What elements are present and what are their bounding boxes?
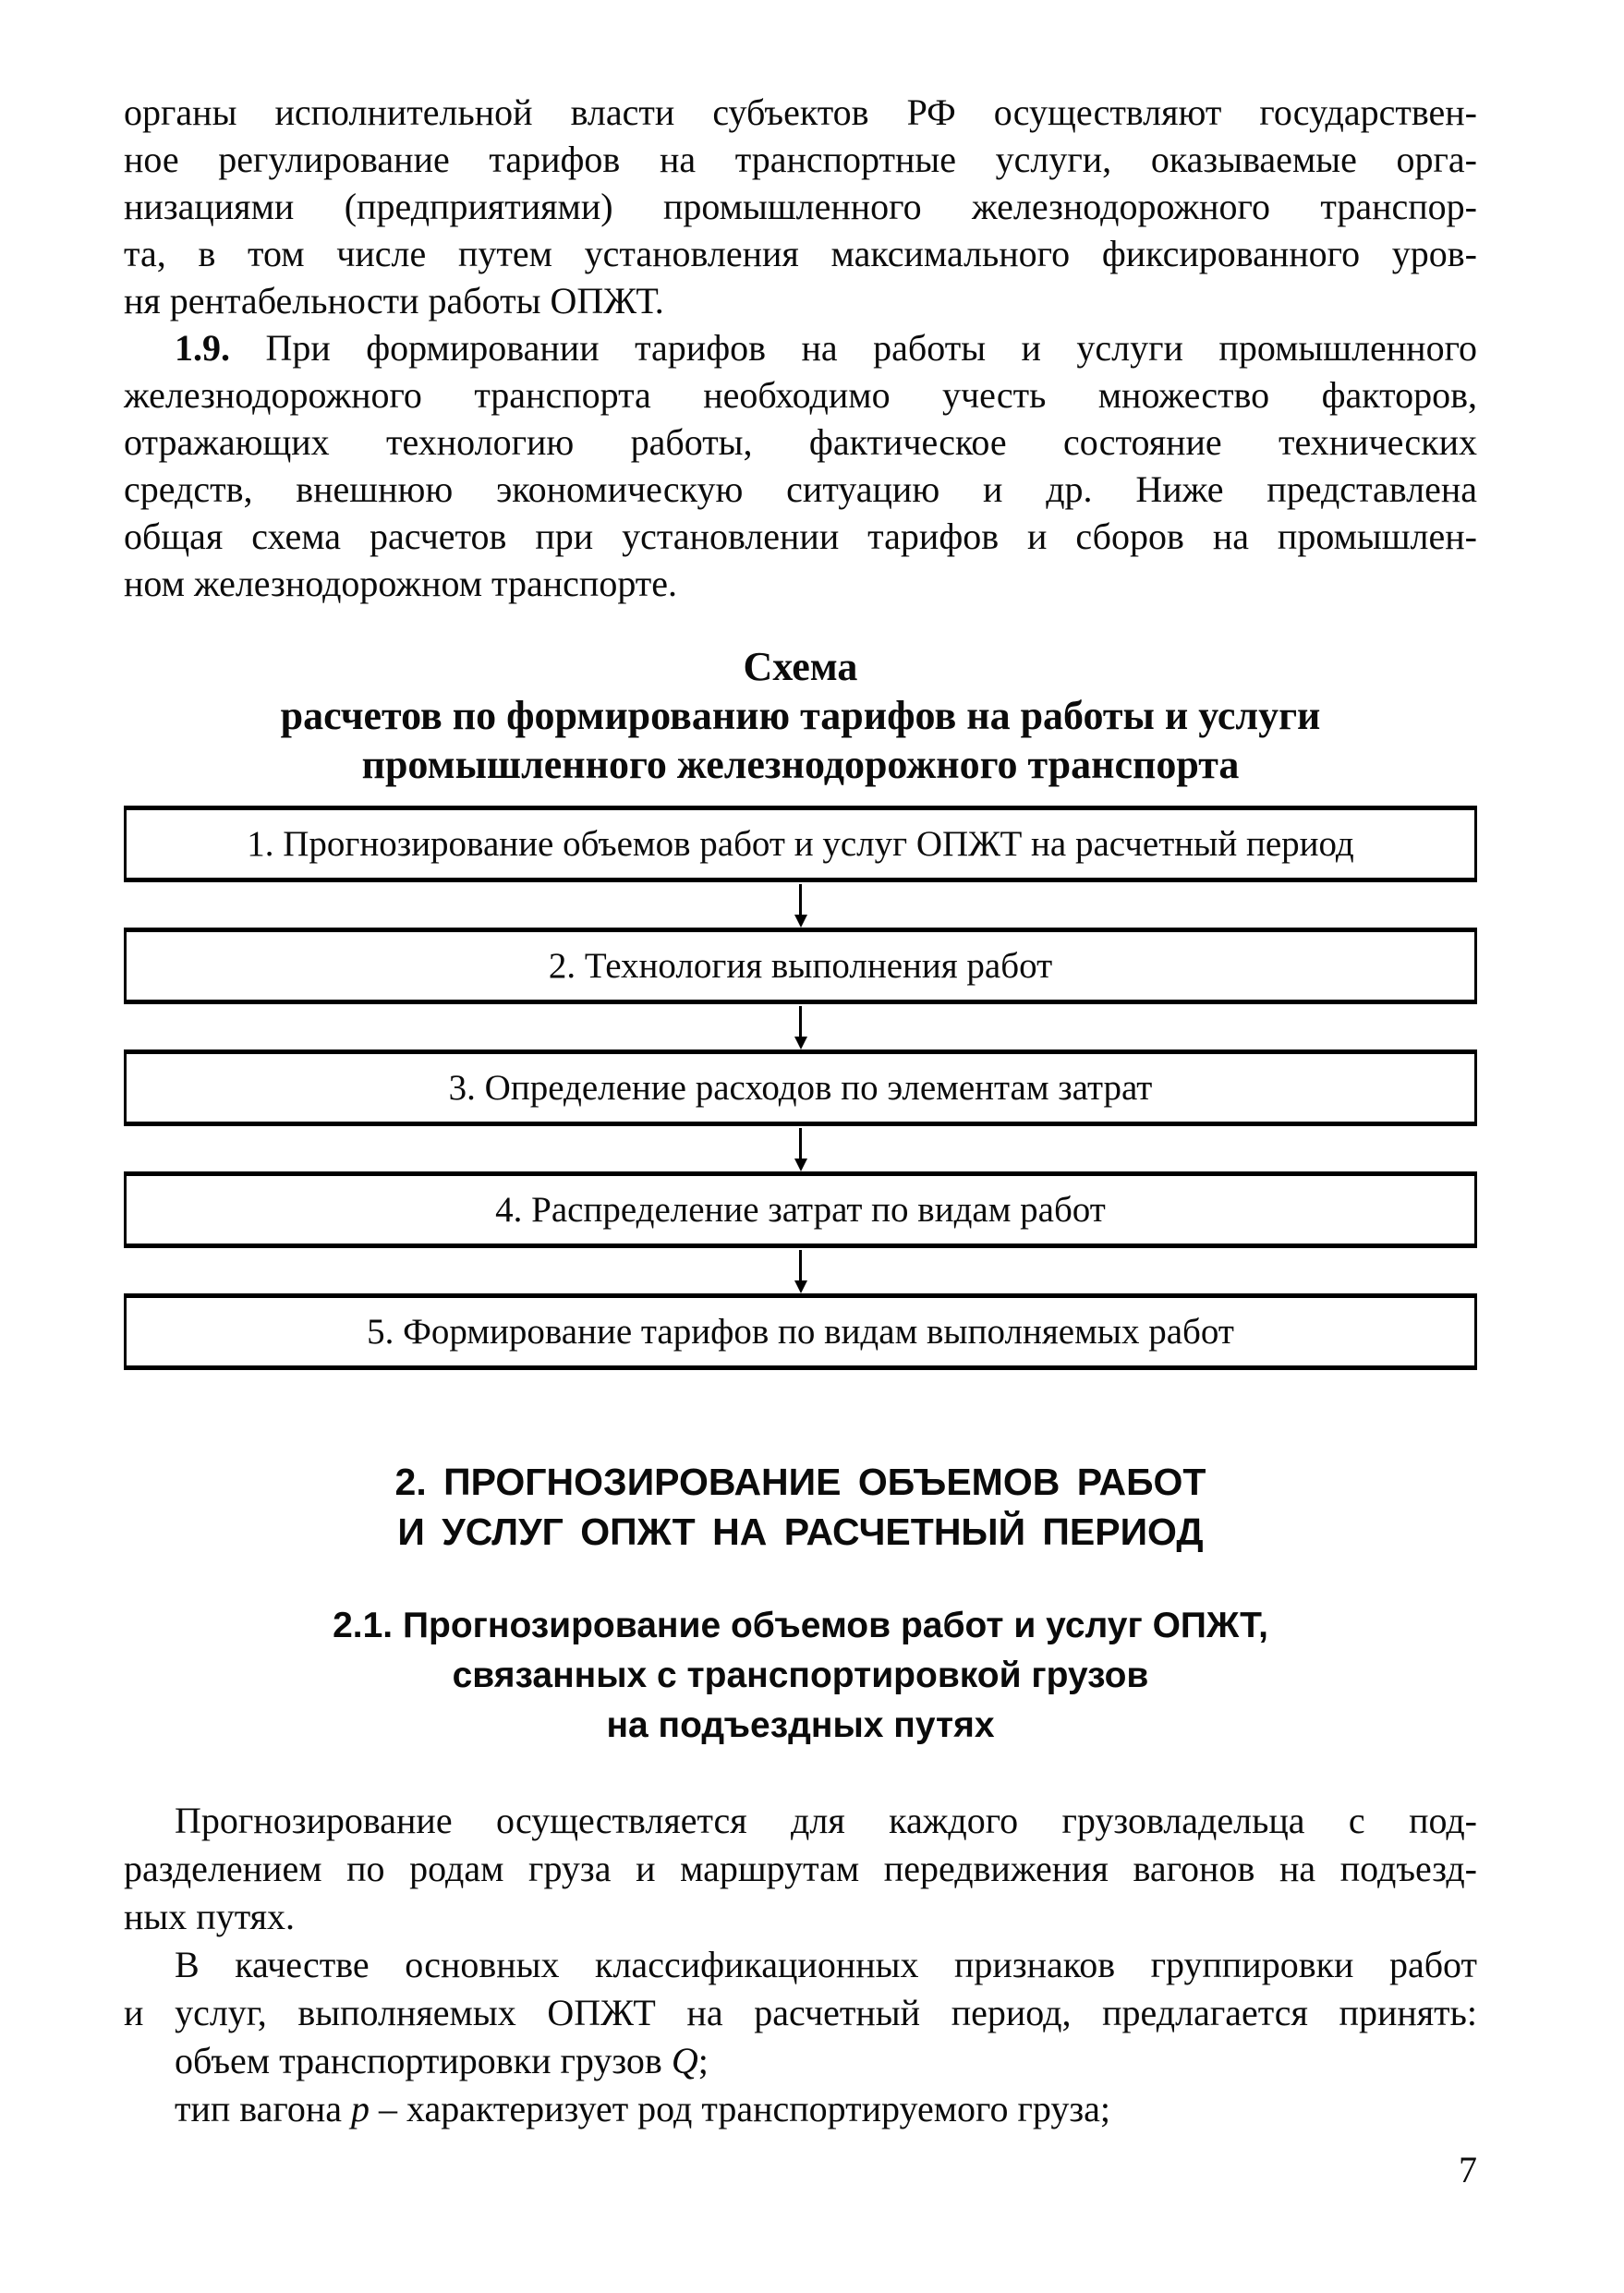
text-line: общая схема расчетов при установлении тарифов и сборов на промышлен- (124, 516, 1477, 557)
down-arrow-icon (124, 1004, 1477, 1049)
down-arrow-icon (124, 882, 1477, 928)
flowchart-box-5 (124, 1293, 1477, 1370)
paragraph-classification (124, 1941, 1477, 2037)
heading-line: связанных с транспортировкой грузов (452, 1656, 1149, 1695)
flowchart-box-4 (124, 1171, 1477, 1248)
text-line: разделением по родам груза и маршрутам передвижения вагонов на подъезд- (124, 1848, 1477, 1889)
text-segment: При формировании тарифов на работы и услуги промышленного (230, 327, 1477, 369)
arrow-head (794, 1280, 807, 1293)
paragraph-1-9 (124, 324, 1477, 607)
text-line: Прогнозирование осуществляется для каждого грузовладельца с под- (175, 1800, 1477, 1841)
text-line: та, в том числе путем установления максимального фиксированного уров- (124, 233, 1477, 274)
text-line (124, 324, 1477, 371)
arrow-shaft (799, 1128, 802, 1159)
text-line: низациями (предприятиями) промышленного железнодорожного транспор- (124, 186, 1477, 227)
clause-number: 1.9. (175, 327, 230, 369)
text-line: и услуг, выполняемых ОПЖТ на расчетный период, предлагается принять: (124, 1992, 1477, 2033)
variable-q: Q (671, 2040, 698, 2081)
flowchart-box-label: 3. Определение расходов по элементам затрат (448, 1068, 1153, 1108)
list-item-volume (124, 2037, 1477, 2085)
text-line: ня рентабельности работы ОПЖТ. (124, 280, 664, 322)
flowchart-box-label: 1. Прогнозирование объемов работ и услуг ОПЖТ на расчетный период (247, 824, 1354, 864)
text-line: В качестве основных классификационных признаков группировки работ (175, 1944, 1477, 1985)
section-2-1-heading (124, 1601, 1477, 1751)
heading-line: на подъездных путях (606, 1705, 995, 1745)
arrow-head (794, 1159, 807, 1171)
arrow-shaft (799, 1006, 802, 1037)
text-line: отражающих технологию работы, фактическое состояние технических (124, 421, 1477, 463)
text-segment: тип вагона (175, 2088, 351, 2129)
text-line: ном железнодорожном транспорте. (124, 563, 678, 604)
flowchart-box-label: 2. Технология выполнения работ (548, 946, 1053, 986)
arrow-head (794, 915, 807, 928)
flowchart-box-3 (124, 1049, 1477, 1126)
text-line: железнодорожного транспорта необходимо учесть множество факторов, (124, 374, 1477, 416)
down-arrow-icon (124, 1126, 1477, 1171)
heading-line: промышленного железнодорожного транспорта (361, 742, 1240, 787)
text-segment: ; (697, 2040, 709, 2081)
text-line: ных путях. (124, 1896, 296, 1937)
arrow-head (794, 1037, 807, 1049)
heading-line: 2. ПРОГНОЗИРОВАНИЕ ОБЪЕМОВ РАБОТ (394, 1461, 1206, 1503)
classification-list (124, 2037, 1477, 2133)
page-number: 7 (1459, 2149, 1477, 2190)
variable-p: p (350, 2088, 370, 2129)
flowchart-box-label: 5. Формирование тарифов по видам выполняемых работ (367, 1312, 1234, 1352)
heading-line: И УСЛУГ ОПЖТ НА РАСЧЕТНЫЙ ПЕРИОД (397, 1510, 1204, 1553)
text-segment: – характеризует род транспортируемого груза; (369, 2088, 1110, 2129)
text-line: средств, внешнюю экономическую ситуацию и др. Ниже представлена (124, 468, 1477, 510)
section-2-heading (124, 1457, 1477, 1557)
text-line: ное регулирование тарифов на транспортные услуги, оказываемые орга- (124, 139, 1477, 180)
arrow-shaft (799, 1250, 802, 1280)
flowchart-box-2 (124, 928, 1477, 1004)
heading-line: расчетов по формированию тарифов на работы и услуги (280, 693, 1321, 738)
flowchart-box-label: 4. Распределение затрат по видам работ (495, 1190, 1106, 1230)
down-arrow-icon (124, 1248, 1477, 1293)
flowchart (124, 806, 1477, 1370)
heading-line: Схема (743, 644, 858, 689)
arrow-shaft (799, 884, 802, 915)
heading-line: 2.1. Прогнозирование объемов работ и услуг ОПЖТ, (333, 1606, 1268, 1645)
text-segment: объем транспортировки грузов (175, 2040, 672, 2081)
flowchart-box-1 (124, 806, 1477, 882)
schema-heading (124, 642, 1477, 789)
list-item-wagon-type (124, 2085, 1477, 2133)
paragraph-intro (124, 89, 1477, 324)
text-line: органы исполнительной власти субъектов РФ осуществляют государствен- (124, 91, 1477, 133)
paragraph-forecast (124, 1797, 1477, 1941)
